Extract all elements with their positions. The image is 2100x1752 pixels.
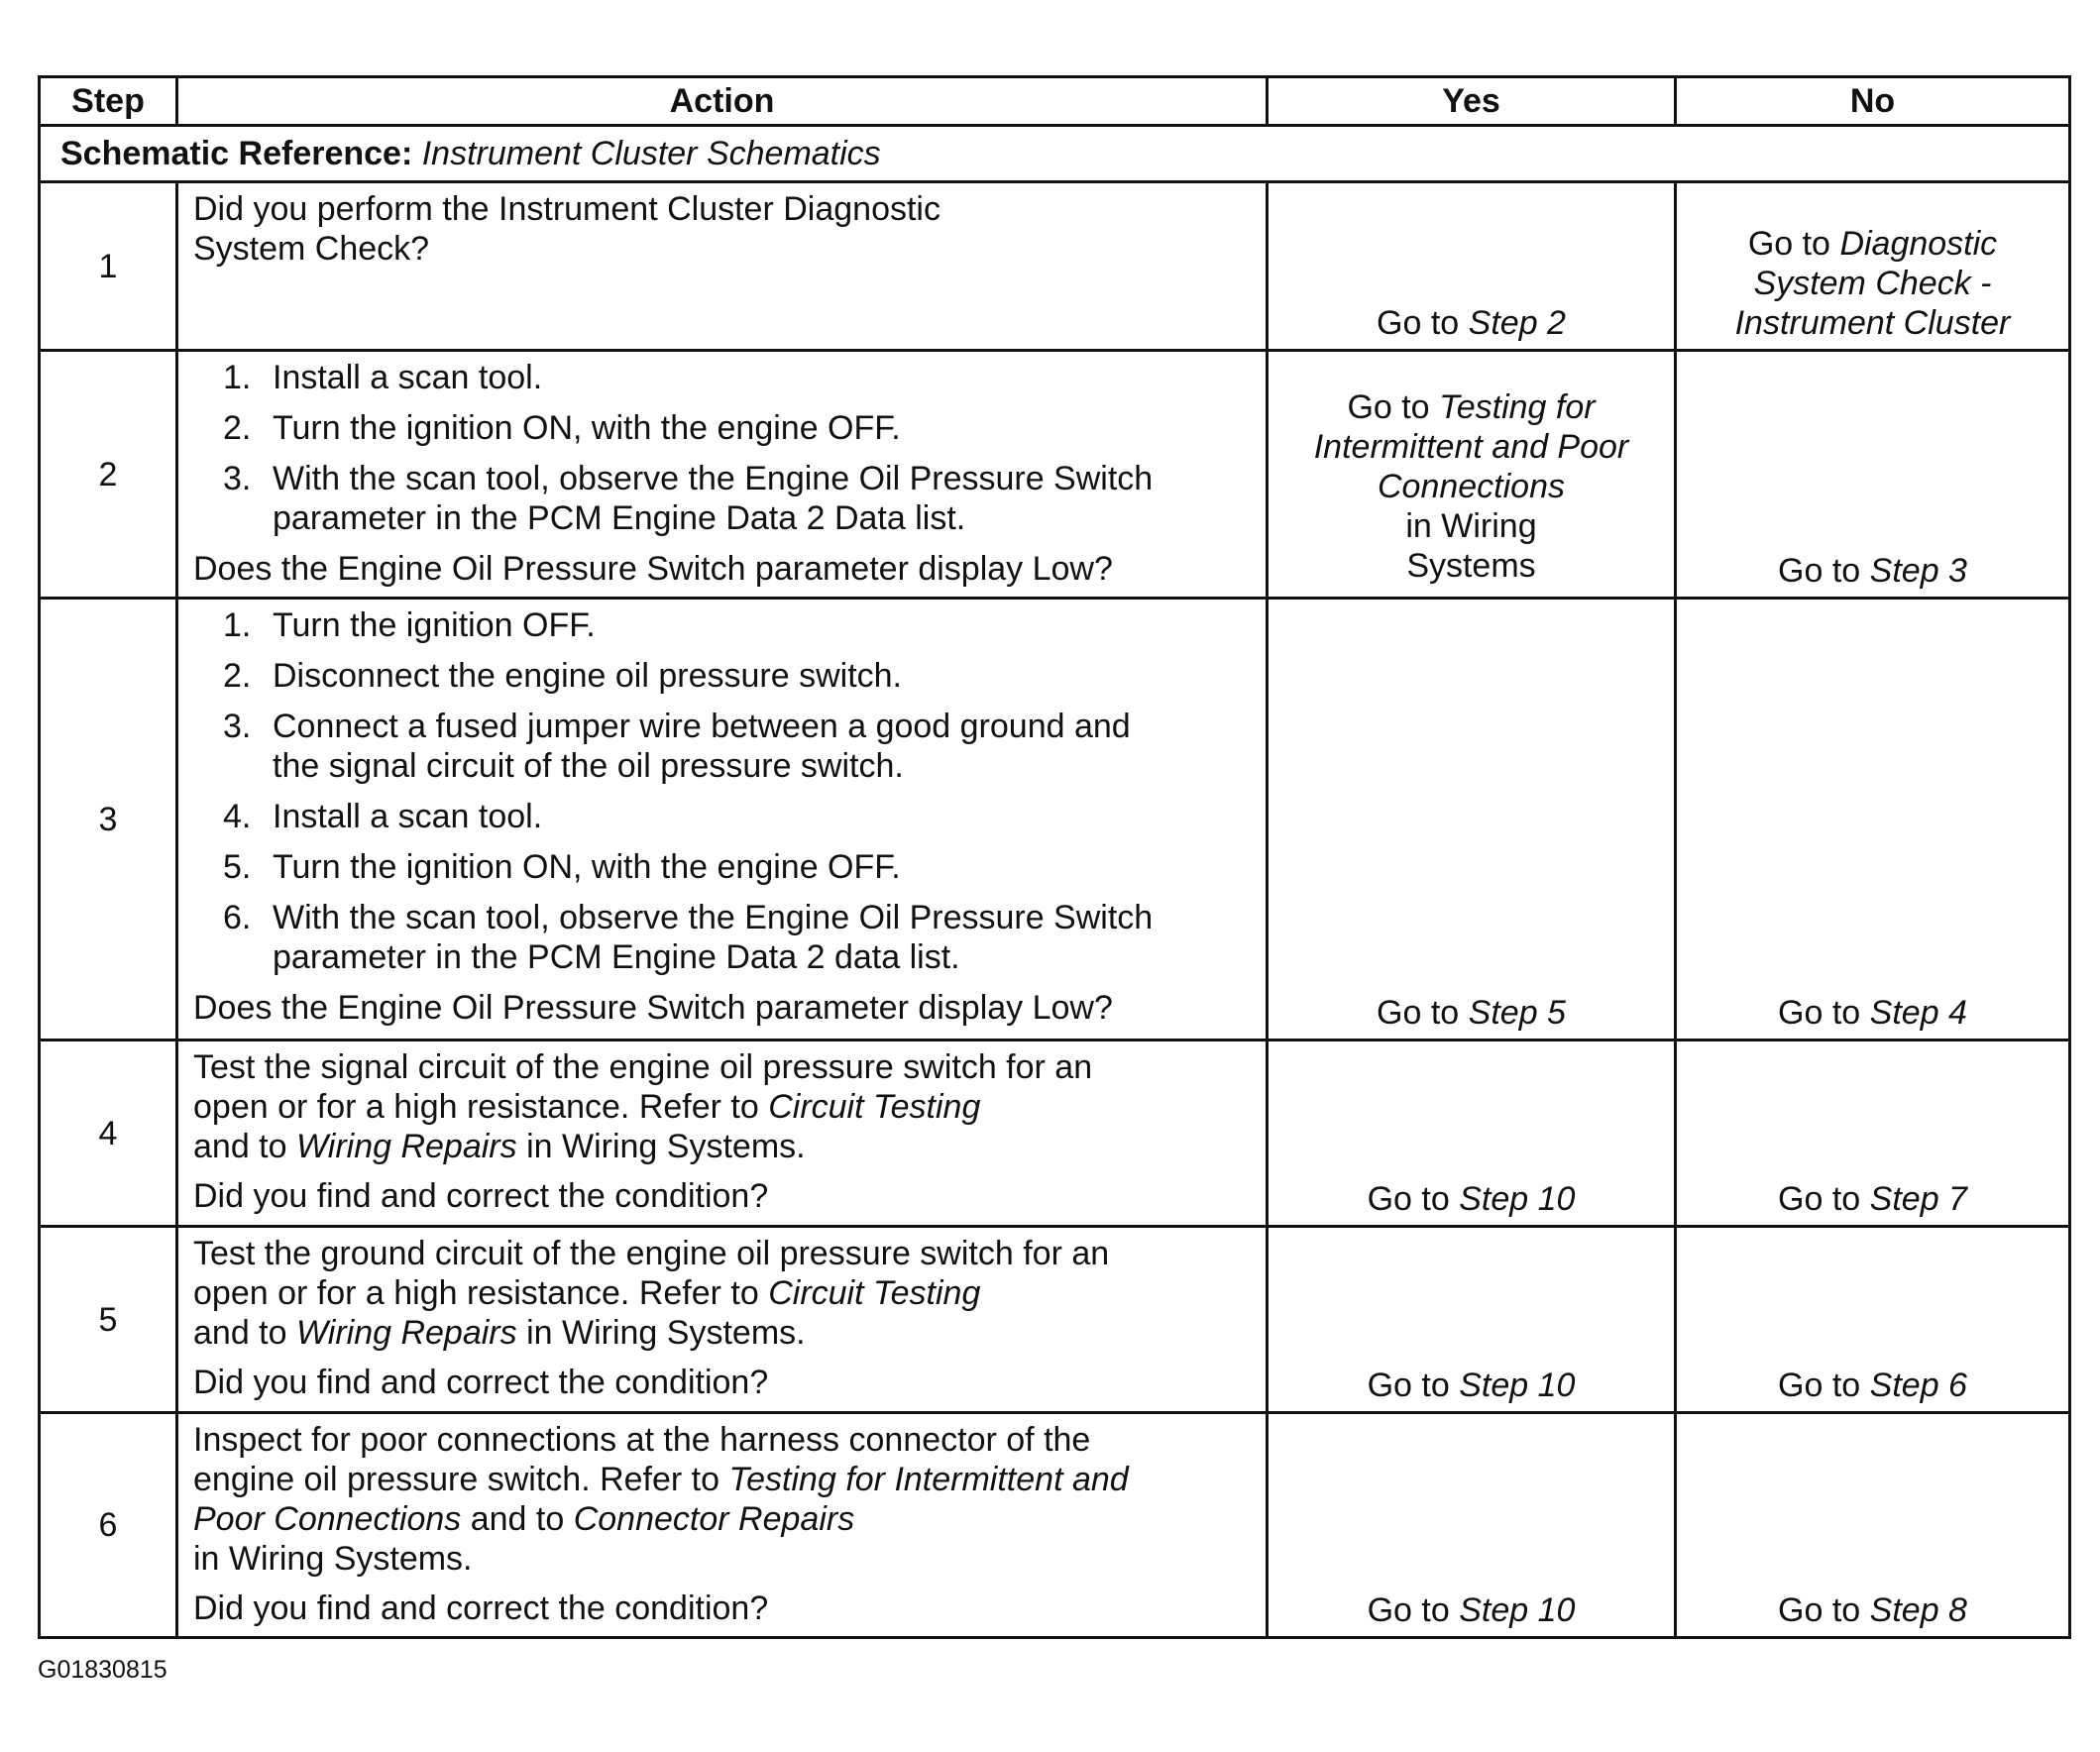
table-row xyxy=(40,1413,2070,1638)
list-item: 5. Turn the ignition ON, with the engine OFF. xyxy=(223,848,901,886)
list-item: 3. With the scan tool, observe the Engine Oil Pressure Switch parameter in the PCM Engine Data 2 Data list. xyxy=(223,460,1154,537)
table-row xyxy=(40,182,2070,351)
list-item: 1. Turn the ignition OFF. xyxy=(223,606,596,644)
header-step: Step xyxy=(40,77,177,126)
no-prefix: Go to xyxy=(1778,994,1861,1032)
action-text: Inspect for poor connections at the harness connector of the xyxy=(193,1421,1091,1459)
no-link[interactable]: Step 8 xyxy=(1869,1591,1967,1629)
action-text: open or for a high resistance. Refer to xyxy=(193,1088,759,1126)
no-link[interactable]: Step 6 xyxy=(1869,1367,1967,1404)
step-number: 4 xyxy=(40,1040,177,1227)
header-yes: Yes xyxy=(1268,77,1676,126)
no-link[interactable]: System Check - xyxy=(1753,265,1992,302)
action-cell xyxy=(177,1040,1268,1227)
action-text: and to xyxy=(470,1500,565,1538)
step-number: 3 xyxy=(40,599,177,1040)
yes-link[interactable]: Testing for xyxy=(1439,388,1596,426)
action-question: Does the Engine Oil Pressure Switch parameter display Low? xyxy=(193,550,1113,588)
action-text: open or for a high resistance. Refer to xyxy=(193,1274,759,1312)
yes-prefix: Go to xyxy=(1377,304,1460,342)
yes-cell xyxy=(1268,1227,1676,1413)
action-question: Does the Engine Oil Pressure Switch parameter display Low? xyxy=(193,989,1113,1027)
yes-suffix: in Wiring xyxy=(1405,507,1537,545)
no-link[interactable]: Step 7 xyxy=(1869,1180,1967,1218)
yes-cell xyxy=(1268,1413,1676,1638)
yes-prefix: Go to xyxy=(1367,1367,1450,1404)
action-text: Test the ground circuit of the engine oil pressure switch for an xyxy=(193,1235,1110,1272)
header-no: No xyxy=(1676,77,2070,126)
action-cell xyxy=(177,599,1268,1040)
yes-link[interactable]: Intermittent and Poor xyxy=(1313,428,1629,466)
yes-cell xyxy=(1268,1040,1676,1227)
action-text: in Wiring Systems. xyxy=(526,1128,806,1165)
no-cell xyxy=(1676,1227,2070,1413)
schematic-label: Schematic Reference: xyxy=(60,135,413,172)
yes-prefix: Go to xyxy=(1367,1591,1450,1629)
action-text: and to xyxy=(193,1314,287,1352)
no-cell xyxy=(1676,1040,2070,1227)
header-action: Action xyxy=(177,77,1268,126)
yes-cell xyxy=(1268,599,1676,1040)
action-text: System Check? xyxy=(193,230,430,268)
action-question: Did you find and correct the condition? xyxy=(193,1364,769,1401)
yes-prefix: Go to xyxy=(1377,994,1460,1032)
reference-link[interactable]: Wiring Repairs xyxy=(295,1314,517,1352)
table-row xyxy=(40,351,2070,599)
action-question: Did you find and correct the condition? xyxy=(193,1589,769,1627)
yes-link[interactable]: Step 2 xyxy=(1468,304,1566,342)
figure-code: G01830815 xyxy=(38,1656,167,1684)
no-link[interactable]: Instrument Cluster xyxy=(1734,304,2011,342)
no-link[interactable]: Step 3 xyxy=(1869,552,1967,590)
action-question: Did you find and correct the condition? xyxy=(193,1177,769,1215)
action-text: in Wiring Systems. xyxy=(526,1314,806,1352)
action-text: Did you perform the Instrument Cluster Diagnostic xyxy=(193,190,940,228)
step-number: 6 xyxy=(40,1413,177,1638)
yes-link[interactable]: Step 10 xyxy=(1459,1367,1576,1404)
list-item: 4. Install a scan tool. xyxy=(223,798,543,835)
no-prefix: Go to xyxy=(1778,1591,1861,1629)
reference-link[interactable]: Wiring Repairs xyxy=(295,1128,517,1165)
no-cell xyxy=(1676,351,2070,599)
action-text: in Wiring Systems. xyxy=(193,1540,473,1578)
action-list xyxy=(193,358,1256,538)
yes-cell xyxy=(1268,351,1676,599)
yes-prefix: Go to xyxy=(1367,1180,1450,1218)
yes-link[interactable]: Connections xyxy=(1377,468,1565,505)
table-row xyxy=(40,599,2070,1040)
table-row xyxy=(40,1040,2070,1227)
no-prefix: Go to xyxy=(1747,225,1830,263)
reference-link[interactable]: Circuit Testing xyxy=(768,1274,981,1312)
list-item: 6. With the scan tool, observe the Engine Oil Pressure Switch parameter in the PCM Engine Data 2 data list. xyxy=(223,899,1154,976)
yes-link[interactable]: Step 5 xyxy=(1468,994,1566,1032)
diagnostic-table xyxy=(38,75,2071,1639)
yes-link[interactable]: Step 10 xyxy=(1459,1180,1576,1218)
action-cell xyxy=(177,351,1268,599)
action-list xyxy=(193,605,1256,977)
no-prefix: Go to xyxy=(1778,552,1861,590)
no-cell xyxy=(1676,182,2070,351)
no-link[interactable]: Diagnostic xyxy=(1839,225,1998,263)
list-item: 3. Connect a fused jumper wire between a good ground and the signal circuit of the oil pressure switch. xyxy=(223,708,1131,785)
action-text: engine oil pressure switch. Refer to xyxy=(193,1461,720,1498)
action-cell xyxy=(177,1227,1268,1413)
step-number: 1 xyxy=(40,182,177,351)
action-text: Test the signal circuit of the engine oil pressure switch for an xyxy=(193,1048,1093,1086)
list-item: 1. Install a scan tool. xyxy=(223,359,543,396)
header-row xyxy=(40,77,2070,126)
table-row xyxy=(40,1227,2070,1413)
step-number: 5 xyxy=(40,1227,177,1413)
no-prefix: Go to xyxy=(1778,1180,1861,1218)
reference-link[interactable]: Testing for Intermittent and xyxy=(728,1461,1129,1498)
yes-cell xyxy=(1268,182,1676,351)
reference-link[interactable]: Poor Connections xyxy=(193,1500,462,1538)
step-number: 2 xyxy=(40,351,177,599)
reference-link[interactable]: Circuit Testing xyxy=(768,1088,981,1126)
yes-suffix: Systems xyxy=(1406,547,1536,585)
no-cell xyxy=(1676,1413,2070,1638)
schematic-reference xyxy=(40,126,2070,182)
yes-prefix: Go to xyxy=(1347,388,1430,426)
reference-link[interactable]: Connector Repairs xyxy=(573,1500,855,1538)
no-link[interactable]: Step 4 xyxy=(1869,994,1967,1032)
action-text: and to xyxy=(193,1128,287,1165)
no-prefix: Go to xyxy=(1778,1367,1861,1404)
yes-link[interactable]: Step 10 xyxy=(1459,1591,1576,1629)
action-cell xyxy=(177,1413,1268,1638)
action-cell xyxy=(177,182,1268,351)
list-item: 2. Disconnect the engine oil pressure switch. xyxy=(223,657,902,695)
schematic-link[interactable]: Instrument Cluster Schematics xyxy=(421,135,881,172)
no-cell xyxy=(1676,599,2070,1040)
list-item: 2. Turn the ignition ON, with the engine OFF. xyxy=(223,409,901,447)
schematic-row xyxy=(40,126,2070,182)
